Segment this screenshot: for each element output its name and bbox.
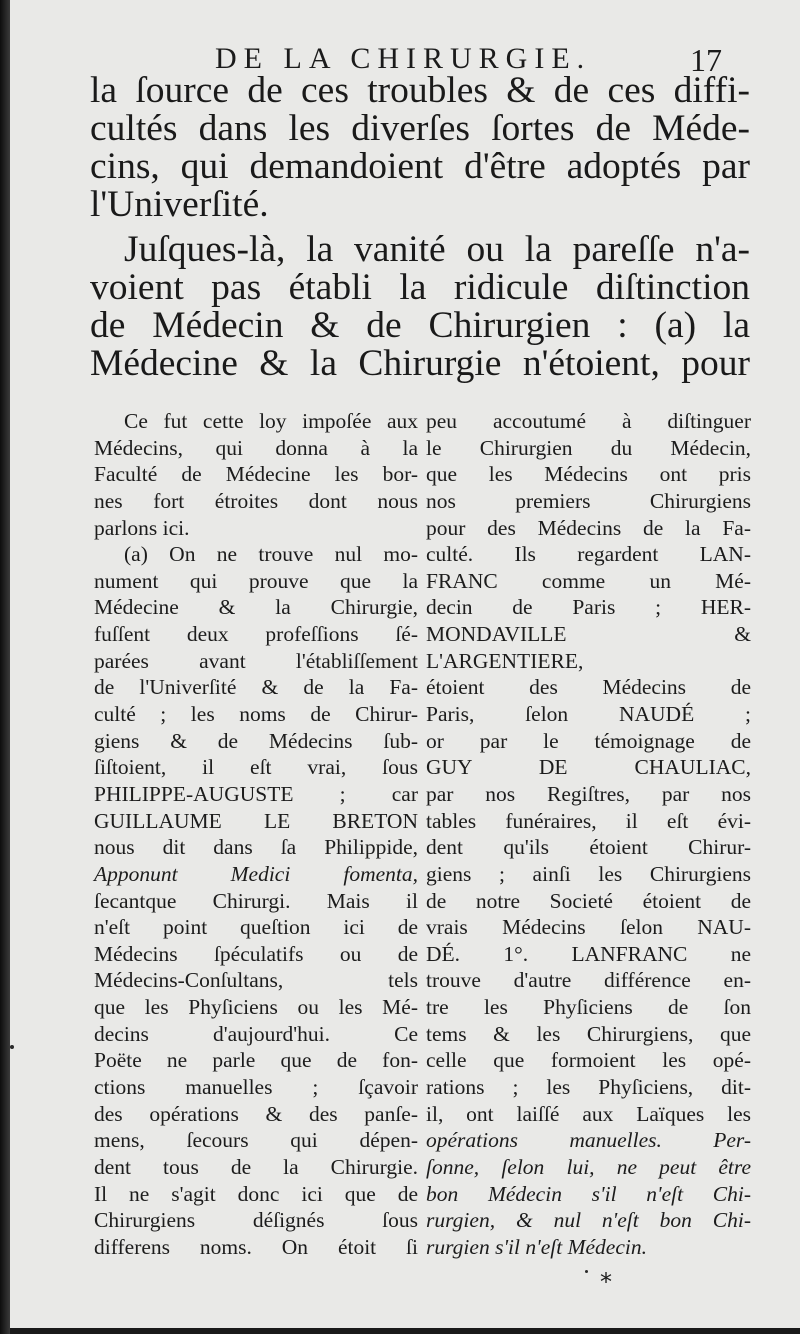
footnote-line: (a) On ne trouve nul mo- — [124, 542, 418, 567]
footnote-line: decin de Paris ; HER- — [426, 595, 751, 620]
main-text-line: Médecine & la Chirurgie n'étoient, pour — [90, 343, 750, 384]
footnote-line: GUILLAUME LE BRETON — [94, 808, 418, 833]
footnote-line: nument qui prouve que la — [94, 568, 418, 593]
footnote-line: PHILIPPE-AUGUSTE ; car — [94, 781, 418, 806]
footnote-line: parées avant l'établiſſement — [94, 648, 418, 673]
footnote-line: des opérations & des panſe- — [94, 1101, 418, 1126]
footnote-line: GUY DE CHAULIAC, — [426, 755, 751, 780]
footnote-line: culté. Ils regardent LAN- — [426, 542, 751, 567]
footnote-line: pour des Médecins de la Fa- — [426, 515, 751, 540]
footnote-line: étoient des Médecins de — [426, 675, 751, 700]
footnote-line: dent qu'ils étoient Chirur- — [426, 835, 751, 860]
footnote-line: rurgien, & nul n'eſt bon Chi- — [426, 1208, 751, 1233]
footnote-line: peu accoutumé à diſtinguer — [426, 409, 751, 433]
footnote-line: ctions manuelles ; ſçavoir — [94, 1075, 418, 1100]
footnote-column-right — [426, 408, 751, 1261]
footnote-line: dent tous de la Chirurgie. — [94, 1154, 418, 1179]
footnote-line: Médecins, qui donna à la — [94, 435, 418, 460]
footnote-line: ſecantque Chirurgi. Mais il — [94, 888, 418, 913]
footnote-line: trouve d'autre différence en- — [426, 968, 751, 993]
main-text-line: de Médecin & de Chirurgien : (a) la — [90, 305, 750, 346]
main-text-line: cultés dans les diverſes ſortes de Méde- — [90, 108, 750, 149]
footnote-line: Médecine & la Chirurgie, — [94, 595, 418, 620]
footnote-line: ſonne, ſelon lui, ne peut être — [426, 1154, 751, 1179]
footnote-line: L'ARGENTIERE, — [426, 648, 584, 673]
page-speck — [10, 1045, 14, 1049]
footnote-line: Ce fut cette loy impoſée aux — [124, 409, 418, 433]
footnote-line: giens & de Médecins ſub- — [94, 728, 418, 753]
footnote-line: vrais Médecins ſelon NAU- — [426, 915, 751, 940]
footnote-line: culté ; les noms de Chirur- — [94, 702, 418, 727]
footnote-line: Apponunt Medici fomenta, — [94, 861, 418, 886]
footnote-line: de notre Societé étoient de — [426, 888, 751, 913]
footnote-line: rations ; les Phyſiciens, dit- — [426, 1075, 751, 1100]
footnote-line: Médecins ſpéculatifs ou de — [94, 941, 418, 966]
footnote-line: nos premiers Chirurgiens — [426, 488, 751, 513]
footnote-column-left — [94, 408, 418, 1261]
main-text-line: l'Univerſité. — [90, 184, 269, 225]
footnote-line: Médecins-Conſultans, tels — [94, 968, 418, 993]
footnote-line: Paris, ſelon NAUDÉ ; — [426, 702, 751, 727]
footnote-line: Chirurgiens déſignés ſous — [94, 1208, 418, 1233]
page-gutter-shadow — [0, 0, 10, 1334]
footnote-line: il, ont laiſſé aux Laïques les — [426, 1101, 751, 1126]
footnote-line: ſiſtoient, il eſt vrai, ſous — [94, 755, 418, 780]
footnote-line: n'eſt point queſtion ici de — [94, 915, 418, 940]
footnote-line: differens noms. On étoit ſi — [94, 1234, 418, 1259]
footnote-line: MONDAVILLE & — [426, 622, 751, 647]
footnote-line: que les Médecins ont pris — [426, 462, 751, 487]
main-text-line: cins, qui demandoient d'être adoptés par — [90, 146, 750, 187]
page-speck — [585, 1270, 588, 1273]
footnote-line: nous dit dans ſa Philippide, — [94, 835, 418, 860]
footnote-line: tems & les Chirurgiens, que — [426, 1021, 751, 1046]
footnote-line: bon Médecin s'il n'eſt Chi- — [426, 1181, 751, 1206]
footnote-line: rurgien s'il n'eſt Médecin. — [426, 1234, 647, 1259]
footnote-line: que les Phyſiciens ou les Mé- — [94, 995, 418, 1020]
main-text-line: la ſource de ces troubles & de ces diffi- — [90, 70, 750, 111]
footnote-line: Il ne s'agit donc ici que de — [94, 1181, 418, 1206]
footnote-line: FRANC comme un Mé- — [426, 568, 751, 593]
signature-mark: * — [600, 1268, 612, 1296]
main-text-line: Juſques-là, la vanité ou la pareſſe n'a- — [124, 229, 750, 270]
footnote-line: tre les Phyſiciens de ſon — [426, 995, 751, 1020]
footnote-line: decins d'aujourd'hui. Ce — [94, 1021, 418, 1046]
footnote-line: par nos Regiſtres, par nos — [426, 781, 751, 806]
footnote-line: DÉ. 1°. LANFRANC ne — [426, 941, 751, 966]
footnote-line: de l'Univerſité & de la Fa- — [94, 675, 418, 700]
page-number: 17 — [690, 42, 722, 78]
footnote-line: nes fort étroites dont nous — [94, 488, 418, 513]
footnote-line: Poëte ne parle que de fon- — [94, 1048, 418, 1073]
footnote-line: or par le témoignage de — [426, 728, 751, 753]
footnote-line: tables funéraires, il eſt évi- — [426, 808, 751, 833]
footnote-line: opérations manuelles. Per- — [426, 1128, 751, 1153]
footnote-line: fuſſent deux profeſſions ſé- — [94, 622, 418, 647]
main-text-block — [90, 72, 750, 383]
footnote-line: mens, ſecours qui dépen- — [94, 1128, 418, 1153]
footnote-line: parlons ici. — [94, 515, 190, 540]
footnote-line: giens ; ainſi les Chirurgiens — [426, 861, 751, 886]
footnote-line: le Chirurgien du Médecin, — [426, 435, 751, 460]
main-text-line: voient pas établi la ridicule diſtinction — [90, 267, 750, 308]
footnote-line: celle que formoient les opé- — [426, 1048, 751, 1073]
running-title: DE LA CHIRURGIE. — [215, 42, 592, 75]
book-page — [10, 0, 800, 1328]
footnote-line: Faculté de Médecine les bor- — [94, 462, 418, 487]
